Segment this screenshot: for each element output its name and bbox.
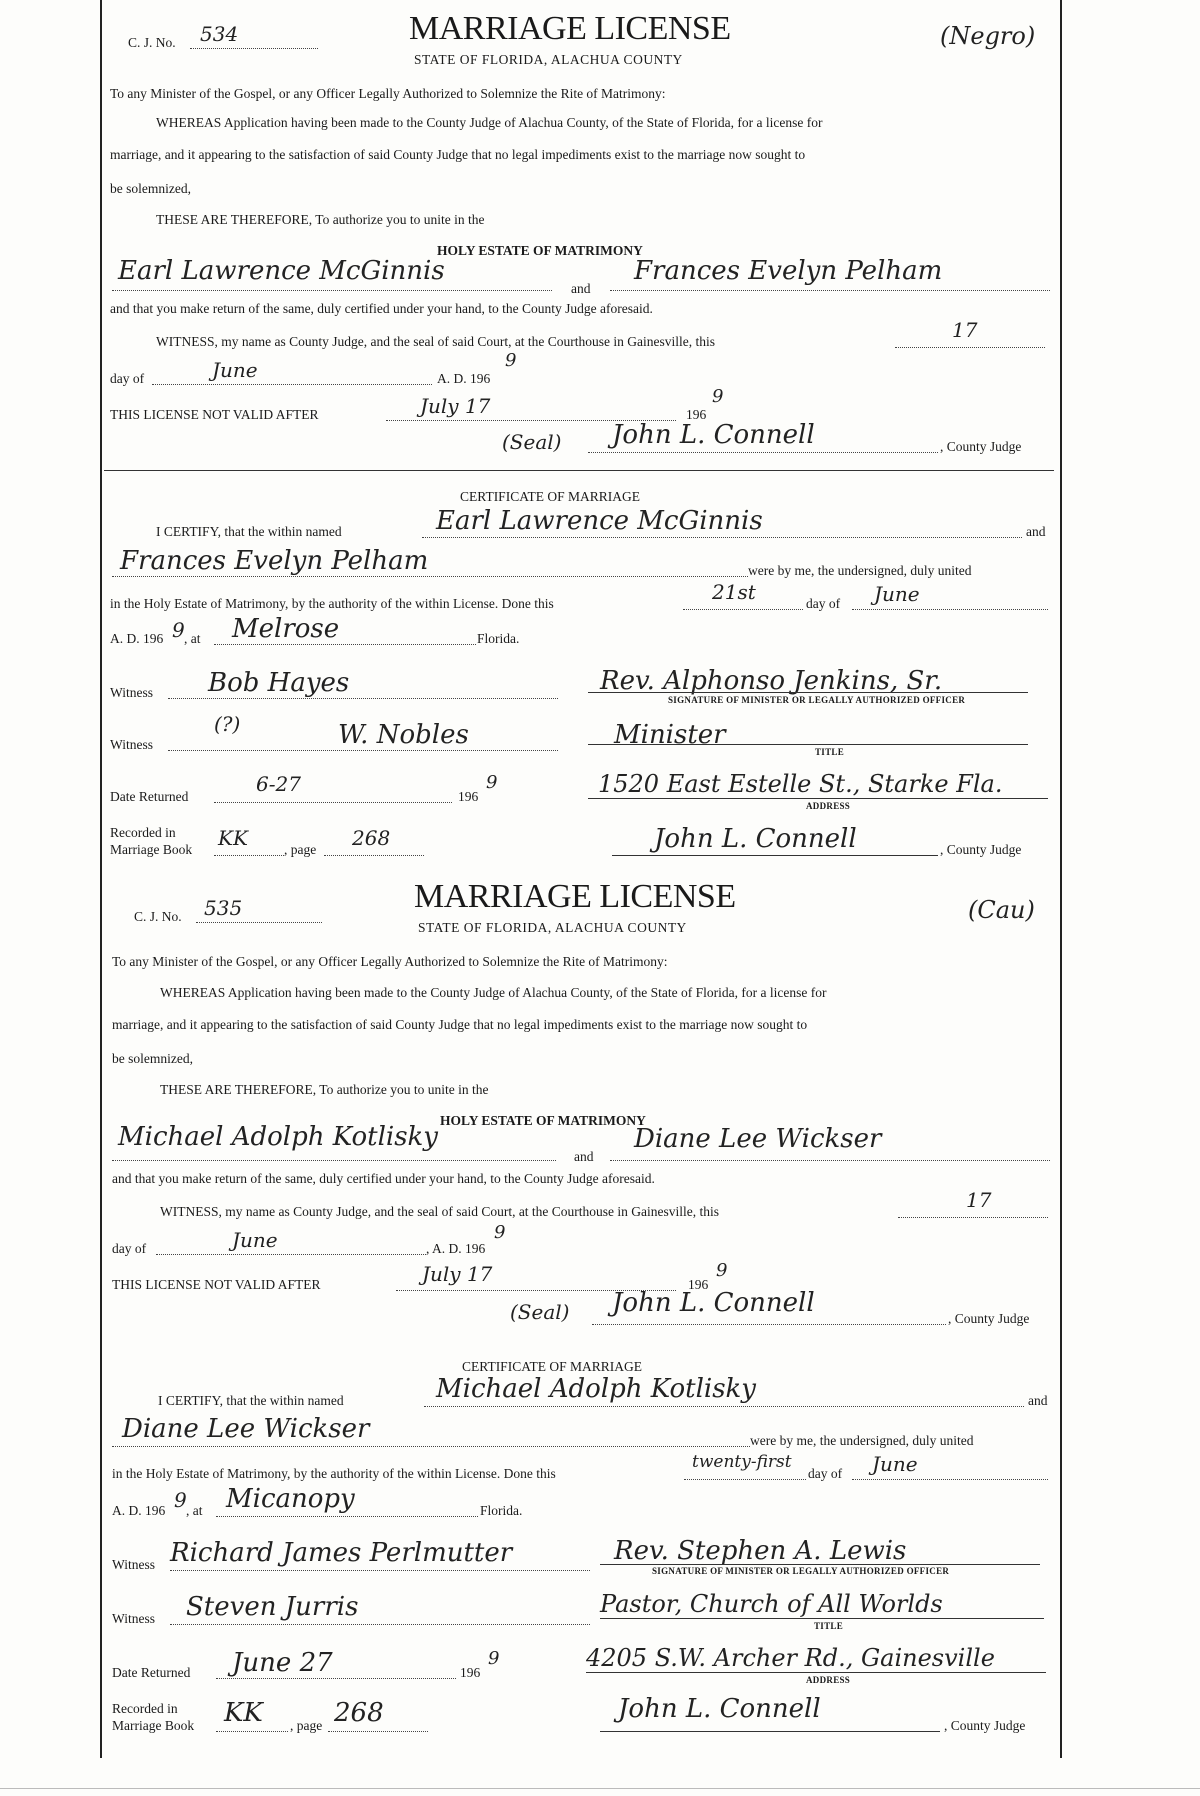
race-annotation: (Negro) — [940, 22, 1036, 50]
cj-label: C. J. No. — [128, 35, 176, 50]
recorded-in-label: Recorded in — [112, 1701, 178, 1716]
page-line — [324, 855, 424, 856]
and-label: and — [574, 1149, 594, 1164]
whereas-line-2: marriage, and it appearing to the satisfaction of said County Judge that no legal impediments exist to the marriage now sought to — [110, 147, 806, 162]
witness2-label: Witness — [112, 1611, 155, 1626]
page-line — [328, 1731, 428, 1732]
witness2-label: Witness — [110, 737, 153, 752]
day-of-label: day of — [110, 371, 145, 386]
recorder-signature: John L. Connell — [618, 1694, 821, 1724]
returned-year-prefix: 196 — [460, 1665, 481, 1680]
return-line: and that you make return of the same, duly certified under your hand, to the County Judge aforesaid. — [110, 301, 653, 316]
officer-title-line — [588, 744, 1028, 745]
officer-signature: Rev. Stephen A. Lewis — [614, 1536, 907, 1566]
not-valid-year-digit: 9 — [716, 1260, 728, 1281]
not-valid-date: July 17 — [422, 1262, 493, 1286]
bride-name: Frances Evelyn Pelham — [634, 256, 943, 286]
whereas-line-3: be solemnized, — [110, 181, 191, 196]
date-returned-line — [214, 802, 452, 803]
witness1-signature: Bob Hayes — [208, 668, 350, 698]
marriage-place: Melrose — [232, 614, 340, 644]
florida-label: Florida. — [480, 1503, 523, 1518]
license-year-digit: 9 — [505, 350, 517, 371]
whereas-line-2: marriage, and it appearing to the satisfaction of said County Judge that no legal impediments exist to the marriage now sought to — [112, 1017, 808, 1032]
witness2-note: (?) — [214, 712, 241, 736]
cj-line — [196, 922, 322, 923]
done-month-line — [852, 609, 1048, 610]
book-line — [216, 1731, 288, 1732]
done-month-line — [852, 1479, 1048, 1480]
ad-label: A. D. 196 — [437, 371, 491, 386]
ad-at-label: A. D. 196 — [110, 631, 164, 646]
therefore-line: THESE ARE THEREFORE, To authorize you to unite in the — [156, 212, 485, 227]
county-judge-label: , County Judge — [940, 439, 1022, 454]
united-label: were by me, the undersigned, duly united — [748, 563, 972, 578]
witness-day: 17 — [952, 318, 978, 342]
marriage-book-label: Marriage Book — [112, 1718, 195, 1733]
cert-and-label: and — [1028, 1393, 1048, 1408]
county-judge-label: , County Judge — [948, 1311, 1030, 1326]
witness2-line — [168, 750, 558, 751]
recorder-caption: , County Judge — [944, 1718, 1026, 1733]
race-annotation: (Cau) — [968, 896, 1035, 924]
cert-bride-line — [112, 576, 748, 577]
witness2-signature: Steven Jurris — [186, 1592, 359, 1622]
at-label: , at — [184, 631, 201, 646]
license-subtitle: STATE OF FLORIDA, ALACHUA COUNTY — [418, 920, 687, 935]
judge-signature: John L. Connell — [612, 420, 815, 450]
address-line: To any Minister of the Gospel, or any Officer Legally Authorized to Solemnize the Rite of Matrimony: — [110, 86, 666, 101]
title-caption: TITLE — [814, 1621, 844, 1631]
done-day-of-label: day of — [808, 1466, 843, 1481]
done-day-line — [684, 1479, 806, 1480]
date-returned-label: Date Returned — [110, 789, 189, 804]
recorder-signature: John L. Connell — [654, 824, 857, 854]
cert-groom-line — [422, 537, 1022, 538]
and-label: and — [571, 281, 591, 296]
bride-line — [610, 1160, 1050, 1161]
address-caption: ADDRESS — [806, 801, 851, 811]
cj-label: C. J. No. — [134, 909, 182, 924]
groom-name: Earl Lawrence McGinnis — [118, 256, 445, 286]
cert-and-label: and — [1026, 524, 1046, 539]
witness-day: 17 — [966, 1188, 992, 1212]
ad-at-label: A. D. 196 — [112, 1503, 166, 1518]
place-line — [214, 644, 476, 645]
book-value: KK — [218, 826, 248, 850]
recorder-caption: , County Judge — [940, 842, 1022, 857]
done-day: twenty-first — [692, 1452, 792, 1472]
cert-bride-name: Diane Lee Wickser — [122, 1414, 370, 1444]
cert-bride-line — [112, 1446, 750, 1447]
return-line: and that you make return of the same, duly certified under your hand, to the County Judge aforesaid. — [112, 1171, 655, 1186]
officer-caption: SIGNATURE OF MINISTER OR LEGALLY AUTHORIZED OFFICER — [668, 695, 966, 705]
license-year-digit: 9 — [494, 1222, 506, 1243]
officer-caption: SIGNATURE OF MINISTER OR LEGALLY AUTHORIZED OFFICER — [652, 1566, 950, 1576]
license-month: June — [232, 1228, 278, 1252]
therefore-line: THESE ARE THEREFORE, To authorize you to unite in the — [160, 1082, 489, 1097]
judge-signature-line — [592, 1324, 946, 1325]
cj-number: 535 — [204, 896, 243, 920]
officer-address: 1520 East Estelle St., Starke Fla. — [598, 770, 1003, 798]
done-month: June — [872, 1452, 918, 1476]
page-label: , page — [290, 1718, 323, 1733]
bride-name: Diane Lee Wickser — [634, 1124, 882, 1154]
not-valid-label: THIS LICENSE NOT VALID AFTER — [112, 1277, 321, 1292]
cj-number: 534 — [200, 22, 239, 46]
recorder-line — [600, 1731, 940, 1732]
whereas-line-1: WHEREAS Application having been made to the County Judge of Alachua County, of the State of Florida, for a license for — [160, 985, 827, 1000]
certificate-title: CERTIFICATE OF MARRIAGE — [462, 1359, 642, 1374]
certificate-title: CERTIFICATE OF MARRIAGE — [460, 489, 640, 504]
judge-signature: John L. Connell — [612, 1288, 815, 1318]
groom-line — [112, 1160, 556, 1161]
certify-label: I CERTIFY, that the within named — [156, 524, 342, 539]
seal-mark: (Seal) — [510, 1300, 570, 1324]
officer-address-line — [588, 798, 1048, 799]
united-label: were by me, the undersigned, duly united — [750, 1433, 974, 1448]
month-line — [152, 384, 432, 385]
recorded-in-label: Recorded in — [110, 825, 176, 840]
returned-year-digit: 9 — [488, 1648, 500, 1669]
witness2-line — [170, 1624, 590, 1625]
book-line — [214, 855, 284, 856]
not-valid-label: THIS LICENSE NOT VALID AFTER — [110, 407, 319, 422]
cert-groom-line — [424, 1406, 1024, 1407]
title-caption: TITLE — [815, 747, 845, 757]
witness1-label: Witness — [112, 1557, 155, 1572]
cert-bride-name: Frances Evelyn Pelham — [120, 546, 429, 576]
not-valid-date: July 17 — [420, 394, 491, 418]
ad-at-digit: 9 — [172, 618, 185, 642]
witness-day-line — [898, 1217, 1048, 1218]
returned-year-prefix: 196 — [458, 789, 479, 804]
witness1-signature: Richard James Perlmutter — [170, 1538, 513, 1568]
date-returned-label: Date Returned — [112, 1665, 191, 1680]
cert-groom-name: Earl Lawrence McGinnis — [436, 506, 763, 536]
witness1-line — [168, 698, 558, 699]
done-month: June — [874, 582, 920, 606]
officer-title: Minister — [614, 720, 726, 750]
license-title: MARRIAGE LICENSE — [414, 878, 736, 915]
witness-line: WITNESS, my name as County Judge, and the seal of said Court, at the Courthouse in Gainesville, this — [160, 1204, 720, 1219]
address-line: To any Minister of the Gospel, or any Officer Legally Authorized to Solemnize the Rite of Matrimony: — [112, 954, 668, 969]
marriage-place: Micanopy — [226, 1484, 355, 1514]
officer-signature: Rev. Alphonso Jenkins, Sr. — [600, 666, 943, 696]
officer-title-line — [600, 1618, 1044, 1619]
section-divider — [104, 470, 1054, 471]
license-subtitle: STATE OF FLORIDA, ALACHUA COUNTY — [414, 52, 683, 67]
witness1-label: Witness — [110, 685, 153, 700]
not-valid-year-prefix: 196 — [688, 1277, 709, 1292]
officer-title: Pastor, Church of All Worlds — [600, 1590, 943, 1618]
page-bottom-edge — [0, 1788, 1200, 1789]
cert-groom-name: Michael Adolph Kotlisky — [436, 1374, 756, 1404]
florida-label: Florida. — [477, 631, 520, 646]
done-day-line — [683, 609, 803, 610]
officer-signature-line — [600, 1564, 1040, 1565]
marriage-book-label: Marriage Book — [110, 842, 193, 857]
witness-line: WITNESS, my name as County Judge, and the seal of said Court, at the Courthouse in Gainesville, this — [156, 334, 716, 349]
license-title: MARRIAGE LICENSE — [409, 10, 731, 47]
address-caption: ADDRESS — [806, 1675, 851, 1685]
date-returned-line — [216, 1678, 456, 1679]
book-value: KK — [224, 1698, 263, 1728]
page-label: , page — [284, 842, 317, 857]
ad-label: , A. D. 196 — [426, 1241, 486, 1256]
officer-address-line — [586, 1672, 1046, 1673]
judge-signature-line — [588, 452, 938, 453]
date-returned: 6-27 — [256, 772, 301, 796]
not-valid-year-prefix: 196 — [686, 407, 707, 422]
seal-mark: (Seal) — [502, 430, 562, 454]
holy-estate-heading: HOLY ESTATE OF MATRIMONY — [437, 243, 643, 258]
done-day: 21st — [712, 580, 756, 604]
recorder-line — [612, 855, 938, 856]
holy-estate-line: in the Holy Estate of Matrimony, by the authority of the within License. Done this — [112, 1466, 556, 1481]
ad-at-digit: 9 — [174, 1488, 187, 1512]
groom-name: Michael Adolph Kotlisky — [118, 1122, 438, 1152]
at-label: , at — [186, 1503, 203, 1518]
not-valid-year-digit: 9 — [712, 386, 724, 407]
witness1-line — [170, 1570, 590, 1571]
license-month: June — [212, 358, 258, 382]
page-value: 268 — [352, 826, 391, 850]
place-line — [216, 1516, 478, 1517]
date-returned: June 27 — [232, 1648, 333, 1678]
returned-year-digit: 9 — [486, 772, 498, 793]
certify-label: I CERTIFY, that the within named — [158, 1393, 344, 1408]
holy-estate-heading: HOLY ESTATE OF MATRIMONY — [440, 1113, 646, 1128]
witness-day-line — [895, 347, 1045, 348]
witness2-signature: W. Nobles — [338, 720, 469, 750]
holy-estate-line: in the Holy Estate of Matrimony, by the authority of the within License. Done this — [110, 596, 554, 611]
done-day-of-label: day of — [806, 596, 841, 611]
officer-address: 4205 S.W. Archer Rd., Gainesville — [586, 1644, 995, 1672]
month-line — [156, 1254, 426, 1255]
cj-line — [190, 48, 318, 49]
whereas-line-1: WHEREAS Application having been made to the County Judge of Alachua County, of the State of Florida, for a license for — [156, 115, 823, 130]
bride-line — [610, 290, 1050, 291]
whereas-line-3: be solemnized, — [112, 1051, 193, 1066]
officer-signature-line — [588, 692, 1028, 693]
groom-line — [112, 290, 552, 291]
day-of-label: day of — [112, 1241, 147, 1256]
page-value: 268 — [334, 1698, 384, 1728]
